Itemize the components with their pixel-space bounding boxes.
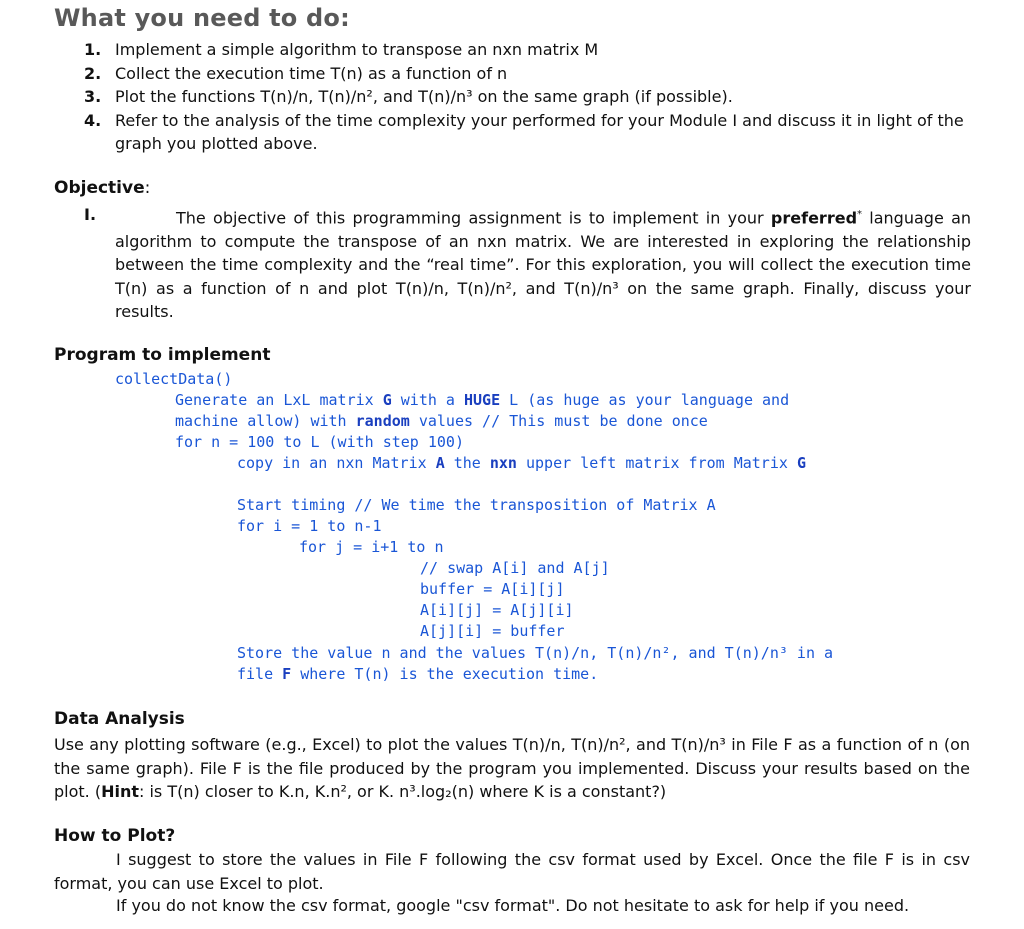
step-text: Collect the execution time T(n) as a function of n: [115, 63, 508, 83]
list-item: [84, 62, 984, 86]
objective-text-part: language an algorithm to compute the transpose of an nxn matrix. We are interested in exploring the relationship between the time complexity and the “real time”. For this exploration, you will collect the execution time T(n) as a function of n and plot T(n)/n, T(n)/n², and T(n)/n³ on the same graph. Finally, discuss your results.: [115, 208, 972, 322]
code-line: Generate an LxL matrix G with a HUGE L (as huge as your language and: [175, 391, 790, 409]
code-line: file F where T(n) is the execution time.: [237, 665, 599, 683]
code-line: for j = i+1 to n: [299, 538, 444, 556]
objective-heading-colon: :: [144, 178, 151, 198]
code-line: copy in an nxn Matrix A the nxn upper left matrix from Matrix G: [237, 454, 806, 472]
step-text: Plot the functions T(n)/n, T(n)/n², and T(n)/n³ on the same graph (if possible).: [115, 87, 733, 106]
step-number: 1.: [84, 40, 102, 59]
data-analysis-text: Use any plotting software (e.g., Excel) to plot the values T(n)/n, T(n)/n², and T(n)/n³ in File F as a function of n (on the same graph). File F is the file produced by the program you implemented. Discuss your results based on the plot. (: [54, 735, 970, 801]
step-number: 3.: [84, 87, 102, 106]
objective-heading: [54, 178, 150, 198]
objective-text-part: The objective of this programming assignment is to implement in your: [176, 208, 771, 228]
objective-number: I.: [84, 205, 97, 224]
code-line: for i = 1 to n-1: [237, 517, 382, 535]
objective-heading-label: Objective: [54, 178, 145, 198]
data-analysis-text: : is T(n) closer to K.n, K.n², or K. n³.log₂(n) where K is a constant?): [139, 782, 667, 801]
program-heading: Program to implement: [54, 345, 271, 365]
code-line: A[j][i] = buffer: [420, 622, 565, 640]
objective-text: [115, 203, 971, 324]
code-line: for n = 100 to L (with step 100): [175, 433, 464, 451]
step-number: 2.: [84, 63, 102, 83]
hint-label: Hint: [101, 782, 139, 801]
how-to-plot-text: If you do not know the csv format, google "csv format". Do not hesitate to ask for help if you need.: [116, 896, 910, 915]
how-to-plot-paragraph: [54, 894, 970, 918]
objective-bold-word: preferred: [770, 208, 858, 228]
step-text: Refer to the analysis of the time complexity your performed for your Module I and discuss it in light of the graph you plotted above.: [115, 110, 964, 153]
how-to-plot-paragraph: [54, 848, 970, 895]
code-line: A[i][j] = A[j][i]: [420, 601, 574, 619]
how-to-plot-heading: How to Plot?: [54, 826, 176, 846]
step-number: 4.: [84, 110, 102, 130]
code-line: machine allow) with random values // This must be done once: [175, 412, 708, 430]
code-line: collectData(): [115, 370, 233, 388]
list-item: [84, 85, 984, 109]
code-line: Start timing // We time the transposition of Matrix A: [237, 496, 716, 514]
footnote-marker: *: [857, 209, 863, 220]
steps-list: [84, 38, 984, 156]
how-to-plot-text: I suggest to store the values in File F following the csv format used by Excel. Once the file F is in csv format, you can use Excel to plot.: [54, 850, 970, 893]
page-title: What you need to do:: [54, 4, 350, 32]
step-text: Implement a simple algorithm to transpose an nxn matrix M: [115, 40, 599, 59]
data-analysis-paragraph: [54, 733, 970, 804]
code-line: buffer = A[i][j]: [420, 580, 565, 598]
code-line: // swap A[i] and A[j]: [420, 559, 610, 577]
list-item: [84, 109, 984, 156]
list-item: [84, 38, 984, 62]
code-line: Store the value n and the values T(n)/n, T(n)/n², and T(n)/n³ in a: [237, 644, 834, 662]
data-analysis-heading: Data Analysis: [54, 709, 185, 729]
